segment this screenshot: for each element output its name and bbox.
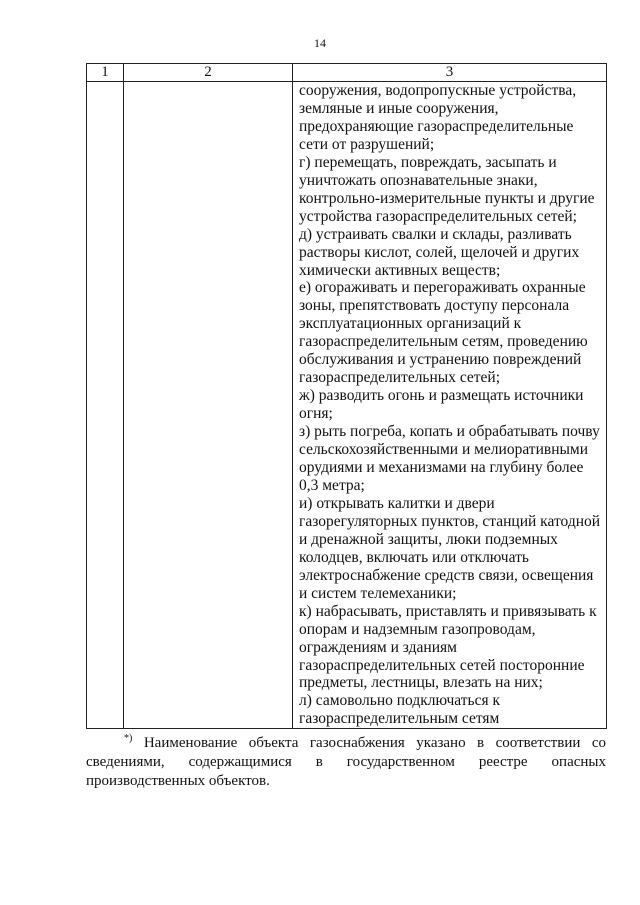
text-line: сооружения, водопропускные устройства,: [299, 82, 577, 99]
footnote-line-2: сведениями, содержащимися в государственном реестре опасных: [86, 754, 606, 770]
text-line: орудиями и механизмами на глубину более: [299, 459, 584, 477]
text-line: предохраняющие газораспределительные: [299, 117, 574, 135]
text-line: колодцев, включать или отключать: [299, 548, 529, 566]
text-line: ж) разводить огонь и размещать источники: [299, 387, 584, 405]
text-line: газораспределительным сетям: [299, 710, 500, 728]
text-line: и систем телемеханики;: [299, 584, 457, 602]
text-line: г) перемещать, повреждать, засыпать и: [299, 153, 557, 171]
text-line: растворы кислот, солей, щелочей и других: [299, 243, 580, 261]
text-line: химически активных веществ;: [299, 261, 501, 279]
text-line: газораспределительным сетям, проведению: [299, 333, 588, 351]
text-line: опорам и надземным газопроводам,: [299, 620, 536, 638]
column-3-cell: [293, 82, 607, 729]
text-line: к) набрасывать, приставлять и привязывать к: [299, 602, 597, 620]
text-line: зоны, препятствовать доступу персонала: [299, 297, 570, 315]
text-line: ограждениям и зданиям: [299, 638, 457, 656]
text-line: электроснабжение средств связи, освещения: [299, 566, 594, 584]
text-line: предметы, лестницы, влезать на них;: [299, 674, 543, 692]
text-line: и) открывать калитки и двери: [299, 494, 495, 512]
text-line: газорегуляторных пунктов, станций катодной: [299, 512, 601, 530]
text-line: л) самовольно подключаться к: [299, 692, 501, 710]
column-3-text: [293, 82, 606, 728]
footnote: [86, 734, 606, 791]
text-line: сети от разрушений;: [299, 135, 435, 153]
page-number: 14: [314, 36, 326, 50]
column-header-1: 1: [87, 64, 124, 82]
text-line: е) огораживать и перегораживать охранные: [299, 279, 586, 297]
text-line: контрольно-измерительные пункты и другие: [299, 189, 595, 207]
column-1-cell: [87, 82, 124, 729]
footnote-text-1: Наименование объекта газоснабжения указано в соответствии со: [143, 735, 606, 751]
table-header-row: [87, 64, 607, 82]
text-line: уничтожать опознавательные знаки,: [299, 171, 538, 189]
footnote-mark: *): [124, 733, 133, 744]
text-line: огня;: [299, 405, 333, 423]
text-line: газораспределительных сетей;: [299, 369, 501, 387]
text-line: з) рыть погреба, копать и обрабатывать почву: [299, 423, 600, 441]
text-line: эксплуатационных организаций к: [299, 315, 522, 333]
footnote-line-3: производственных объектов.: [86, 773, 270, 789]
column-header-3: 3: [293, 64, 607, 82]
text-line: газораспределительных сетей посторонние: [299, 656, 585, 674]
text-line: сельскохозяйственными и мелиоративными: [299, 441, 589, 459]
text-line: устройства газораспределительных сетей;: [299, 207, 577, 225]
text-line: 0,3 метра;: [299, 476, 365, 494]
text-line: и дренажной защиты, люки подземных: [299, 530, 558, 548]
requirements-table: [86, 63, 607, 729]
footnote-line-1: [86, 734, 606, 753]
text-line: д) устраивать свалки и склады, разливать: [299, 225, 572, 243]
text-line: земляные и иные сооружения,: [299, 99, 499, 117]
text-line: обслуживания и устранению повреждений: [299, 351, 582, 369]
column-header-2: 2: [124, 64, 293, 82]
table-row: [87, 82, 607, 729]
column-2-cell: [124, 82, 293, 729]
